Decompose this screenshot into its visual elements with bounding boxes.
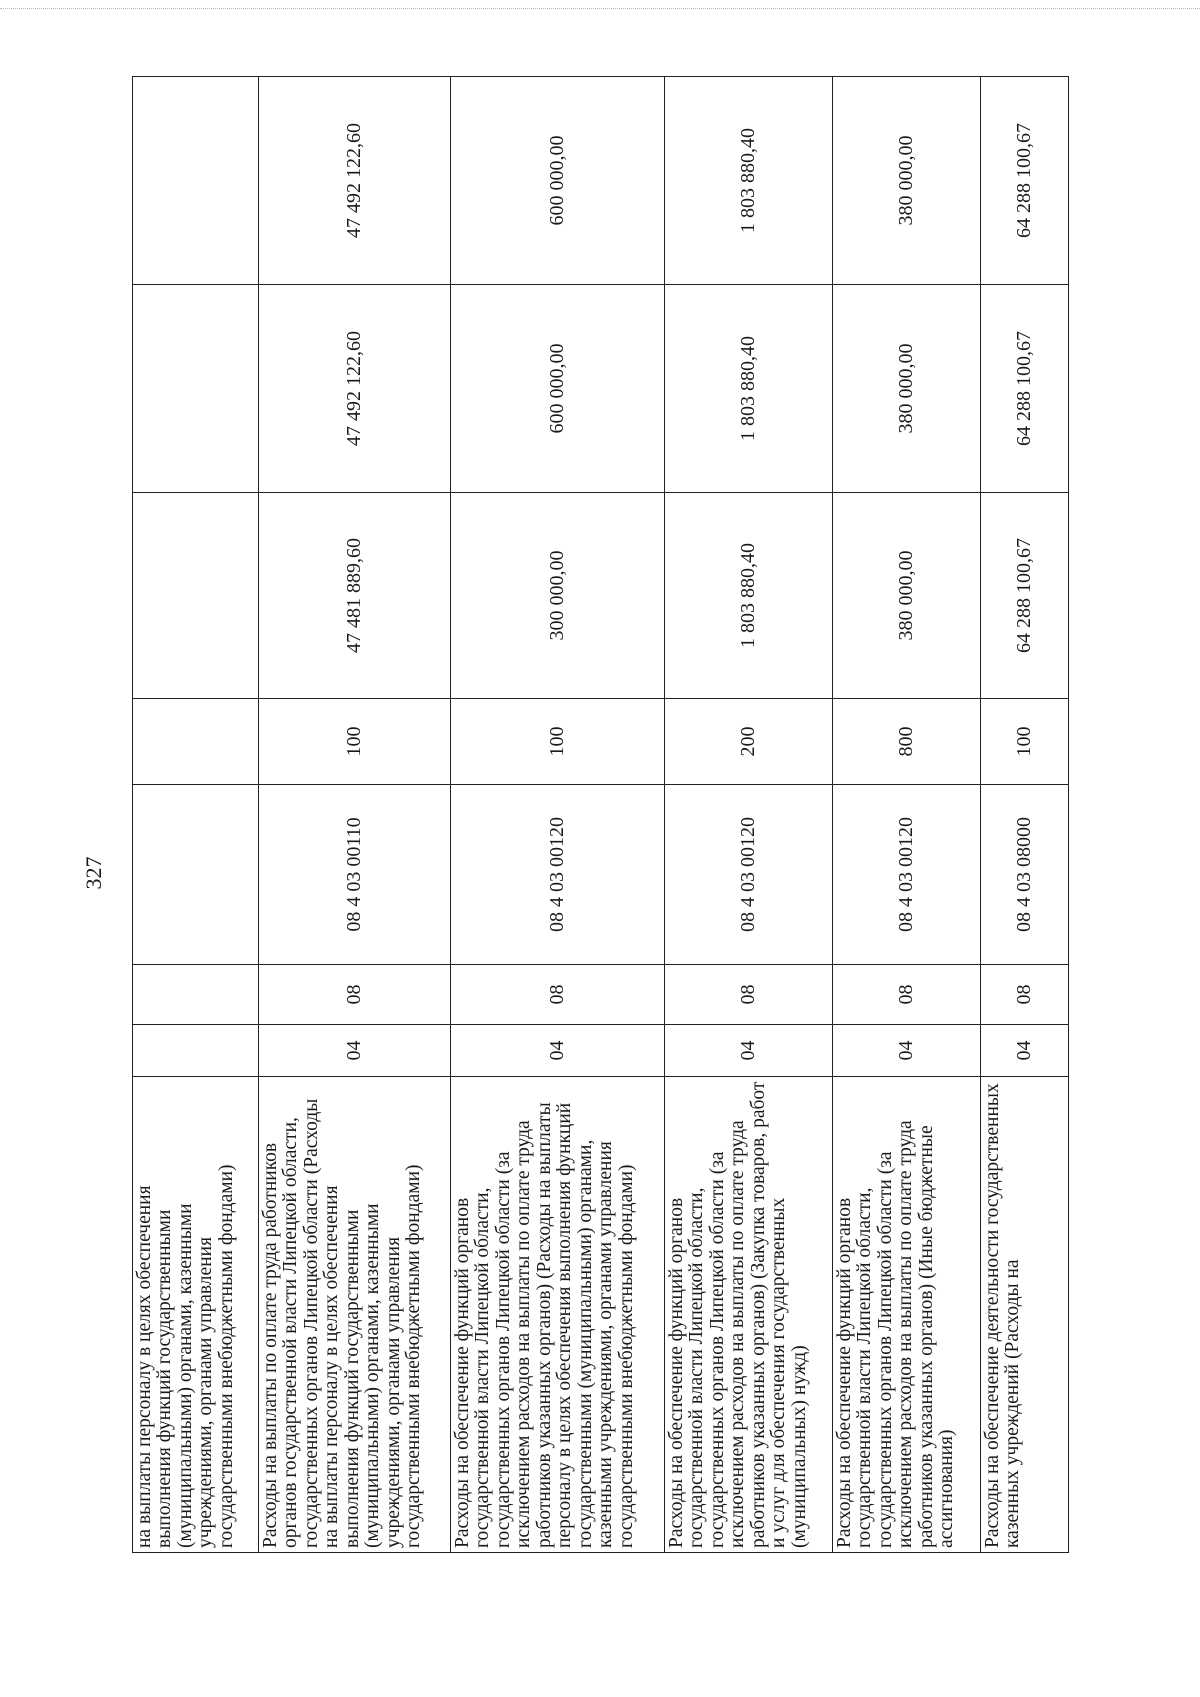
row-sum-year2: 47 492 122,60 <box>259 285 451 493</box>
row-sum-year2: 600 000,00 <box>451 285 665 493</box>
row-sum-year3: 380 000,00 <box>833 77 981 285</box>
row-razdel: 04 <box>833 1025 981 1077</box>
row-razdel: 04 <box>451 1025 665 1077</box>
row-expense-type <box>133 699 259 785</box>
row-description: Расходы на обеспечение функций органов государственной власти Липецкой области, государственных органов Липецкой области (за исключением расходов на выплаты по оплате труда работников указанных органов) (Закупка товаров, работ и услуг для обеспечения государственных (муниципальных) нужд) <box>665 1077 833 1553</box>
row-target-article: 08 4 03 08000 <box>981 785 1069 965</box>
row-target-article: 08 4 03 00110 <box>259 785 451 965</box>
row-description: Расходы на обеспечение деятельности государственных казенных учреждений (Расходы на <box>981 1077 1069 1553</box>
row-sum-year3: 600 000,00 <box>451 77 665 285</box>
scan-edge-line <box>0 8 1200 10</box>
table-row <box>451 77 665 1553</box>
row-expense-type: 100 <box>259 699 451 785</box>
row-expense-type: 200 <box>665 699 833 785</box>
row-sum-year1: 47 481 889,60 <box>259 493 451 699</box>
row-target-article: 08 4 03 00120 <box>833 785 981 965</box>
row-podrazdel: 08 <box>665 965 833 1025</box>
budget-table <box>132 76 1069 1553</box>
row-description: Расходы на выплаты по оплате труда работников органов государственной власти Липецкой области, государственных органов Липецкой области (Расходы на выплаты персоналу в целях обеспечения выполнения функций государственными (муниципальными) органами, казенными учреждениями, органами управления государственными внебюджетными фондами) <box>259 1077 451 1553</box>
table-row <box>259 77 451 1553</box>
row-expense-type: 100 <box>981 699 1069 785</box>
row-target-article: 08 4 03 00120 <box>665 785 833 965</box>
row-podrazdel: 08 <box>259 965 451 1025</box>
row-sum-year1: 1 803 880,40 <box>665 493 833 699</box>
row-razdel <box>133 1025 259 1077</box>
row-sum-year3: 1 803 880,40 <box>665 77 833 285</box>
budget-table-rotated <box>132 77 1068 1553</box>
row-expense-type: 100 <box>451 699 665 785</box>
table-row <box>133 77 259 1553</box>
table-row <box>833 77 981 1553</box>
row-sum-year2: 1 803 880,40 <box>665 285 833 493</box>
row-sum-year1: 300 000,00 <box>451 493 665 699</box>
row-sum-year3 <box>133 77 259 285</box>
row-description: Расходы на обеспечение функций органов государственной власти Липецкой области, государственных органов Липецкой области (за исключением расходов на выплаты по оплате труда работников указанных органов) (Иные бюджетные ассигнования) <box>833 1077 981 1553</box>
row-sum-year1: 380 000,00 <box>833 493 981 699</box>
row-sum-year1: 64 288 100,67 <box>981 493 1069 699</box>
row-sum-year3: 47 492 122,60 <box>259 77 451 285</box>
row-razdel: 04 <box>981 1025 1069 1077</box>
row-sum-year3: 64 288 100,67 <box>981 77 1069 285</box>
table-row <box>981 77 1069 1553</box>
row-razdel: 04 <box>259 1025 451 1077</box>
row-podrazdel: 08 <box>451 965 665 1025</box>
row-sum-year2: 380 000,00 <box>833 285 981 493</box>
row-target-article: 08 4 03 00120 <box>451 785 665 965</box>
row-description: на выплаты персоналу в целях обеспечения выполнения функций государственными (муниципальными) органами, казенными учреждениями, органами управления государственными внебюджетными фондами) <box>133 1077 259 1553</box>
row-podrazdel: 08 <box>833 965 981 1025</box>
row-sum-year1 <box>133 493 259 699</box>
row-sum-year2: 64 288 100,67 <box>981 285 1069 493</box>
row-razdel: 04 <box>665 1025 833 1077</box>
row-sum-year2 <box>133 285 259 493</box>
row-podrazdel <box>133 965 259 1025</box>
row-description: Расходы на обеспечение функций органов государственной власти Липецкой области, государственных органов Липецкой области (за исключением расходов на выплаты по оплате труда работников указанных органов) (Расходы на выплаты персоналу в целях обеспечения выполнения функций государственными (муниципальными) органами, казенными учреждениями, органами управления государственными внебюджетными фондами) <box>451 1077 665 1553</box>
page-number: 327 <box>81 856 106 890</box>
row-target-article <box>133 785 259 965</box>
table-row <box>665 77 833 1553</box>
row-podrazdel: 08 <box>981 965 1069 1025</box>
row-expense-type: 800 <box>833 699 981 785</box>
